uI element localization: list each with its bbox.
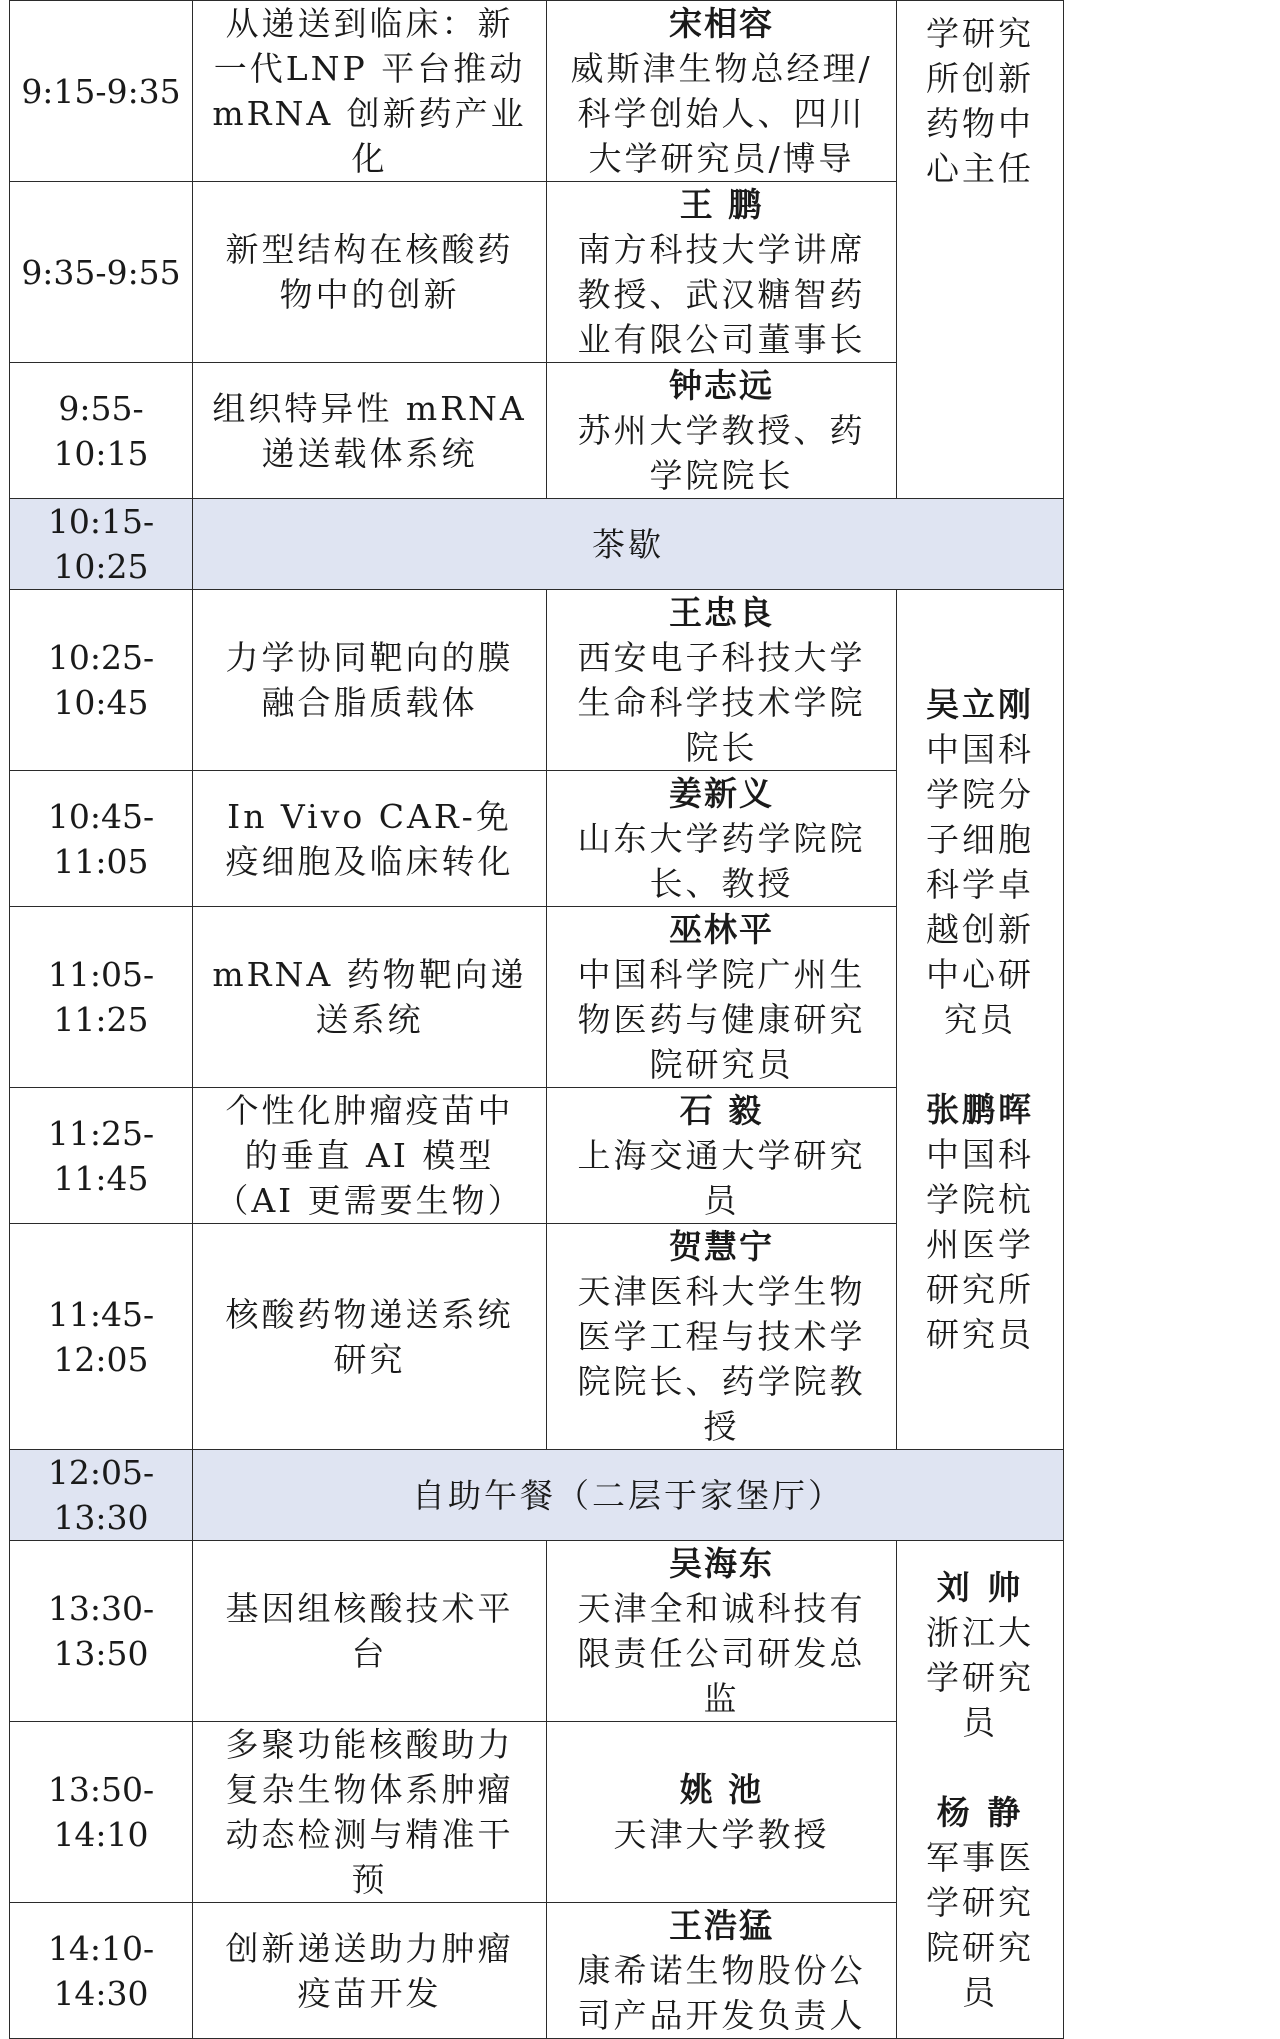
chair-name: 吴立刚 bbox=[926, 685, 1034, 724]
speaker-name: 王忠良 bbox=[669, 593, 774, 632]
session-speaker bbox=[547, 1722, 897, 1903]
session-topic: 力学协同靶向的膜融合脂质载体 bbox=[193, 590, 547, 771]
speaker-title: 天津全和诚科技有限责任公司研发总监 bbox=[577, 1589, 866, 1718]
speaker-name: 姚 池 bbox=[679, 1770, 764, 1809]
session-row bbox=[10, 1, 1064, 182]
break-row bbox=[10, 1450, 1064, 1541]
session-topic: 多聚功能核酸助力复杂生物体系肿瘤动态检测与精准干预 bbox=[193, 1722, 547, 1903]
session-chair-block-3 bbox=[897, 1541, 1064, 2039]
session-speaker bbox=[547, 1, 897, 182]
session-speaker bbox=[547, 1224, 897, 1450]
session-row bbox=[10, 590, 1064, 771]
session-time: 13:30-13:50 bbox=[10, 1541, 193, 1722]
session-topic: mRNA 药物靶向递送系统 bbox=[193, 907, 547, 1088]
break-label: 茶歇 bbox=[193, 499, 1064, 590]
speaker-title: 康希诺生物股份公司产品开发负责人 bbox=[577, 1951, 866, 2035]
speaker-title: 山东大学药学院院长、教授 bbox=[577, 819, 866, 903]
speaker-name: 王 鹏 bbox=[679, 185, 764, 224]
session-time: 9:35-9:55 bbox=[10, 182, 193, 363]
chair-name: 杨 静 bbox=[936, 1792, 1024, 1832]
session-time: 10:45-11:05 bbox=[10, 771, 193, 907]
break-time: 12:05-13:30 bbox=[10, 1450, 193, 1541]
session-topic: 从递送到临床：新一代LNP 平台推动 mRNA 创新药产业化 bbox=[193, 1, 547, 182]
speaker-title: 苏州大学教授、药学院院长 bbox=[577, 411, 866, 495]
speaker-name: 巫林平 bbox=[669, 910, 774, 949]
session-time: 14:10-14:30 bbox=[10, 1903, 193, 2039]
session-topic: 核酸药物递送系统研究 bbox=[193, 1224, 547, 1450]
agenda-sheet bbox=[9, 0, 1064, 2039]
session-row bbox=[10, 1541, 1064, 1722]
chair-name: 张鹏晖 bbox=[926, 1090, 1034, 1129]
session-time: 10:25-10:45 bbox=[10, 590, 193, 771]
session-speaker bbox=[547, 771, 897, 907]
session-speaker bbox=[547, 1903, 897, 2039]
session-speaker bbox=[547, 1088, 897, 1224]
break-time: 10:15-10:25 bbox=[10, 499, 193, 590]
session-chair-block-1 bbox=[897, 1, 1064, 499]
speaker-title: 天津医科大学生物医学工程与技术学院院长、药学院教授 bbox=[577, 1272, 866, 1446]
session-topic: 基因组核酸技术平台 bbox=[193, 1541, 547, 1722]
speaker-name: 宋相容 bbox=[669, 4, 774, 43]
session-time: 11:05-11:25 bbox=[10, 907, 193, 1088]
session-topic: 创新递送助力肿瘤疫苗开发 bbox=[193, 1903, 547, 2039]
speaker-title: 威斯津生物总经理/科学创始人、四川大学研究员/博导 bbox=[570, 49, 873, 178]
speaker-name: 石 毅 bbox=[679, 1091, 764, 1130]
speaker-name: 吴海东 bbox=[669, 1544, 774, 1583]
session-chair-block-2 bbox=[897, 590, 1064, 1450]
chair-title: 中国科学院杭州医学研究所研究员 bbox=[926, 1135, 1034, 1354]
chair-name: 刘 帅 bbox=[936, 1567, 1024, 1607]
session-topic: 新型结构在核酸药物中的创新 bbox=[193, 182, 547, 363]
speaker-title: 上海交通大学研究员 bbox=[577, 1136, 866, 1220]
session-speaker bbox=[547, 907, 897, 1088]
session-time: 11:25-11:45 bbox=[10, 1088, 193, 1224]
session-topic: 组织特异性 mRNA 递送载体系统 bbox=[193, 363, 547, 499]
speaker-name: 姜新义 bbox=[669, 774, 774, 813]
speaker-title: 西安电子科技大学生命科学技术学院院长 bbox=[577, 638, 866, 767]
chair-title: 学研究所创新药物中心主任 bbox=[926, 14, 1034, 188]
speaker-name: 钟志远 bbox=[669, 366, 774, 405]
session-topic: 个性化肿瘤疫苗中的垂直 AI 模型（AI 更需要生物） bbox=[193, 1088, 547, 1224]
session-time: 9:55-10:15 bbox=[10, 363, 193, 499]
chair-title: 军事医学研究院研究员 bbox=[926, 1837, 1034, 2012]
session-speaker bbox=[547, 1541, 897, 1722]
speaker-title: 天津大学教授 bbox=[613, 1815, 830, 1854]
session-time: 9:15-9:35 bbox=[10, 1, 193, 182]
session-time: 11:45-12:05 bbox=[10, 1224, 193, 1450]
speaker-name: 王浩猛 bbox=[669, 1906, 774, 1945]
break-label: 自助午餐（二层于家堡厅） bbox=[193, 1450, 1064, 1541]
session-speaker bbox=[547, 182, 897, 363]
session-topic: In Vivo CAR-免疫细胞及临床转化 bbox=[193, 771, 547, 907]
chair-title: 浙江大学研究员 bbox=[926, 1612, 1034, 1742]
speaker-title: 南方科技大学讲席教授、武汉糖智药业有限公司董事长 bbox=[577, 230, 866, 359]
speaker-name: 贺慧宁 bbox=[669, 1227, 774, 1266]
agenda-table bbox=[9, 0, 1064, 2039]
session-speaker bbox=[547, 363, 897, 499]
session-speaker bbox=[547, 590, 897, 771]
session-time: 13:50-14:10 bbox=[10, 1722, 193, 1903]
speaker-title: 中国科学院广州生物医药与健康研究院研究员 bbox=[577, 955, 866, 1084]
chair-title: 中国科学院分子细胞科学卓越创新中心研究员 bbox=[926, 730, 1034, 1039]
break-row bbox=[10, 499, 1064, 590]
